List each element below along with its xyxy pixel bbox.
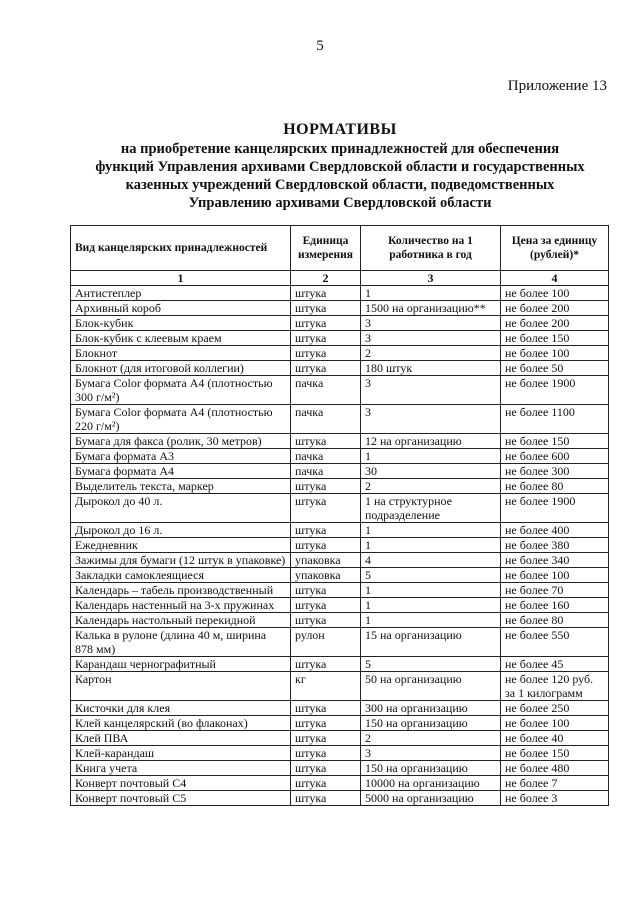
cell-unit: пачка	[291, 376, 361, 405]
table-row	[71, 286, 609, 301]
table-row	[71, 479, 609, 494]
cell-quantity: 2	[361, 731, 501, 746]
cell-quantity: 2	[361, 479, 501, 494]
appendix-label: Приложение 13	[507, 78, 607, 94]
cell-unit: штука	[291, 776, 361, 791]
cell-item-type: Кисточки для клея	[71, 701, 291, 716]
cell-unit: упаковка	[291, 553, 361, 568]
cell-unit: рулон	[291, 628, 361, 657]
header-price: Цена за единицу (рублей)*	[501, 226, 609, 271]
cell-quantity: 2	[361, 346, 501, 361]
table-row	[71, 791, 609, 806]
cell-item-type: Выделитель текста, маркер	[71, 479, 291, 494]
cell-unit: штука	[291, 301, 361, 316]
document-title-block	[60, 120, 620, 212]
cell-quantity: 1	[361, 538, 501, 553]
cell-item-type: Картон	[71, 672, 291, 701]
cell-unit: штука	[291, 598, 361, 613]
cell-price: не более 1100	[501, 405, 609, 434]
cell-item-type: Ежедневник	[71, 538, 291, 553]
cell-item-type: Архивный короб	[71, 301, 291, 316]
table-row	[71, 672, 609, 701]
cell-quantity: 1 на структурное подразделение	[361, 494, 501, 523]
cell-quantity: 5	[361, 568, 501, 583]
cell-price: не более 70	[501, 583, 609, 598]
cell-quantity: 4	[361, 553, 501, 568]
cell-quantity: 180 штук	[361, 361, 501, 376]
cell-item-type: Калька в рулоне (длина 40 м, ширина 878 мм)	[71, 628, 291, 657]
cell-price: не более 80	[501, 479, 609, 494]
cell-price: не более 100	[501, 716, 609, 731]
cell-quantity: 1	[361, 583, 501, 598]
table-row	[71, 434, 609, 449]
cell-unit: штука	[291, 286, 361, 301]
cell-price: не более 45	[501, 657, 609, 672]
cell-price: не более 1900	[501, 376, 609, 405]
cell-price: не более 100	[501, 346, 609, 361]
table-row	[71, 568, 609, 583]
table-row	[71, 746, 609, 761]
cell-price: не более 250	[501, 701, 609, 716]
header-quantity: Количество на 1 работника в год	[361, 226, 501, 271]
cell-quantity: 3	[361, 376, 501, 405]
cell-unit: кг	[291, 672, 361, 701]
cell-quantity: 15 на организацию	[361, 628, 501, 657]
cell-unit: штука	[291, 361, 361, 376]
cell-price: не более 600	[501, 449, 609, 464]
cell-unit: штука	[291, 523, 361, 538]
table-row	[71, 376, 609, 405]
table-row	[71, 598, 609, 613]
cell-quantity: 3	[361, 405, 501, 434]
subtitle-line: на приобретение канцелярских принадлежностей для обеспечения	[120, 141, 560, 157]
table-row	[71, 776, 609, 791]
table-row	[71, 538, 609, 553]
cell-item-type: Блок-кубик с клеевым краем	[71, 331, 291, 346]
cell-item-type: Клей канцелярский (во флаконах)	[71, 716, 291, 731]
table-row	[71, 731, 609, 746]
cell-quantity: 3	[361, 746, 501, 761]
cell-unit: пачка	[291, 464, 361, 479]
subtitle-line: казенных учреждений Свердловской области, подведомственных	[125, 177, 555, 193]
cell-unit: пачка	[291, 405, 361, 434]
cell-unit: штука	[291, 613, 361, 628]
cell-price: не более 200	[501, 301, 609, 316]
cell-quantity: 30	[361, 464, 501, 479]
column-number: 2	[291, 271, 361, 286]
header-unit: Единица измерения	[291, 226, 361, 271]
cell-price: не более 1900	[501, 494, 609, 523]
table-row	[71, 361, 609, 376]
cell-item-type: Бумага для факса (ролик, 30 метров)	[71, 434, 291, 449]
cell-quantity: 1	[361, 613, 501, 628]
document-title: НОРМАТИВЫ	[283, 121, 397, 138]
cell-unit: штука	[291, 746, 361, 761]
cell-price: не более 480	[501, 761, 609, 776]
table-row	[71, 301, 609, 316]
subtitle-line: Управлению архивами Свердловской области	[188, 195, 492, 211]
column-number: 3	[361, 271, 501, 286]
cell-quantity: 1	[361, 598, 501, 613]
cell-quantity: 5	[361, 657, 501, 672]
table-row	[71, 716, 609, 731]
cell-item-type: Карандаш чернографитный	[71, 657, 291, 672]
subtitle-line: функций Управления архивами Свердловской области и государственных	[95, 159, 585, 175]
cell-unit: штука	[291, 583, 361, 598]
table-row	[71, 494, 609, 523]
cell-price: не более 150	[501, 331, 609, 346]
cell-unit: упаковка	[291, 568, 361, 583]
cell-item-type: Книга учета	[71, 761, 291, 776]
cell-price: не более 3	[501, 791, 609, 806]
cell-item-type: Клей ПВА	[71, 731, 291, 746]
cell-item-type: Конверт почтовый С5	[71, 791, 291, 806]
cell-quantity: 12 на организацию	[361, 434, 501, 449]
cell-price: не более 120 руб. за 1 килограмм	[501, 672, 609, 701]
cell-unit: штука	[291, 434, 361, 449]
table-row	[71, 583, 609, 598]
cell-unit: штука	[291, 791, 361, 806]
cell-quantity: 3	[361, 316, 501, 331]
cell-quantity: 1	[361, 449, 501, 464]
cell-unit: штука	[291, 331, 361, 346]
table-row	[71, 628, 609, 657]
cell-item-type: Календарь настенный на 3-х пружинах	[71, 598, 291, 613]
table-row	[71, 761, 609, 776]
cell-quantity: 3	[361, 331, 501, 346]
table-body	[71, 286, 609, 806]
norms-table	[70, 225, 609, 806]
cell-price: не более 40	[501, 731, 609, 746]
cell-item-type: Антистеплер	[71, 286, 291, 301]
cell-quantity: 150 на организацию	[361, 761, 501, 776]
cell-unit: штука	[291, 346, 361, 361]
table-row	[71, 701, 609, 716]
cell-unit: штука	[291, 731, 361, 746]
cell-price: не более 200	[501, 316, 609, 331]
cell-quantity: 300 на организацию	[361, 701, 501, 716]
cell-unit: штука	[291, 494, 361, 523]
table-row	[71, 657, 609, 672]
cell-item-type: Бумага формата А3	[71, 449, 291, 464]
cell-price: не более 400	[501, 523, 609, 538]
cell-item-type: Блокнот	[71, 346, 291, 361]
column-number: 4	[501, 271, 609, 286]
cell-item-type: Дырокол до 16 л.	[71, 523, 291, 538]
cell-quantity: 150 на организацию	[361, 716, 501, 731]
cell-quantity: 1	[361, 523, 501, 538]
table-header-row	[71, 226, 609, 271]
table-row	[71, 464, 609, 479]
cell-item-type: Зажимы для бумаги (12 штук в упаковке)	[71, 553, 291, 568]
cell-item-type: Календарь настольный перекидной	[71, 613, 291, 628]
cell-item-type: Бумага Color формата А4 (плотностью 220 г/м²)	[71, 405, 291, 434]
cell-item-type: Клей-карандаш	[71, 746, 291, 761]
column-number-row	[71, 271, 609, 286]
cell-price: не более 550	[501, 628, 609, 657]
cell-price: не более 150	[501, 434, 609, 449]
table-row	[71, 449, 609, 464]
table-row	[71, 613, 609, 628]
table-row	[71, 405, 609, 434]
page-number: 5	[316, 38, 324, 54]
cell-unit: пачка	[291, 449, 361, 464]
table-row	[71, 331, 609, 346]
cell-quantity: 50 на организацию	[361, 672, 501, 701]
cell-quantity: 1	[361, 286, 501, 301]
column-number: 1	[71, 271, 291, 286]
cell-unit: штука	[291, 479, 361, 494]
cell-price: не более 100	[501, 568, 609, 583]
cell-price: не более 150	[501, 746, 609, 761]
cell-quantity: 10000 на организацию	[361, 776, 501, 791]
cell-price: не более 300	[501, 464, 609, 479]
cell-unit: штука	[291, 657, 361, 672]
cell-unit: штука	[291, 701, 361, 716]
table-row	[71, 523, 609, 538]
cell-unit: штука	[291, 316, 361, 331]
cell-price: не более 100	[501, 286, 609, 301]
cell-unit: штука	[291, 716, 361, 731]
table-row	[71, 346, 609, 361]
cell-item-type: Дырокол до 40 л.	[71, 494, 291, 523]
cell-price: не более 7	[501, 776, 609, 791]
cell-quantity: 1500 на организацию**	[361, 301, 501, 316]
cell-item-type: Календарь – табель производственный	[71, 583, 291, 598]
table-row	[71, 553, 609, 568]
cell-unit: штука	[291, 538, 361, 553]
cell-item-type: Конверт почтовый С4	[71, 776, 291, 791]
cell-price: не более 380	[501, 538, 609, 553]
cell-item-type: Бумага формата А4	[71, 464, 291, 479]
cell-price: не более 80	[501, 613, 609, 628]
cell-price: не более 340	[501, 553, 609, 568]
cell-item-type: Блок-кубик	[71, 316, 291, 331]
cell-unit: штука	[291, 761, 361, 776]
cell-item-type: Закладки самоклеящиеся	[71, 568, 291, 583]
cell-price: не более 50	[501, 361, 609, 376]
table-row	[71, 316, 609, 331]
header-item-type: Вид канцелярских принадлежностей	[71, 226, 291, 271]
cell-quantity: 5000 на организацию	[361, 791, 501, 806]
cell-item-type: Блокнот (для итоговой коллегии)	[71, 361, 291, 376]
cell-price: не более 160	[501, 598, 609, 613]
cell-item-type: Бумага Color формата А4 (плотностью 300 г/м²)	[71, 376, 291, 405]
